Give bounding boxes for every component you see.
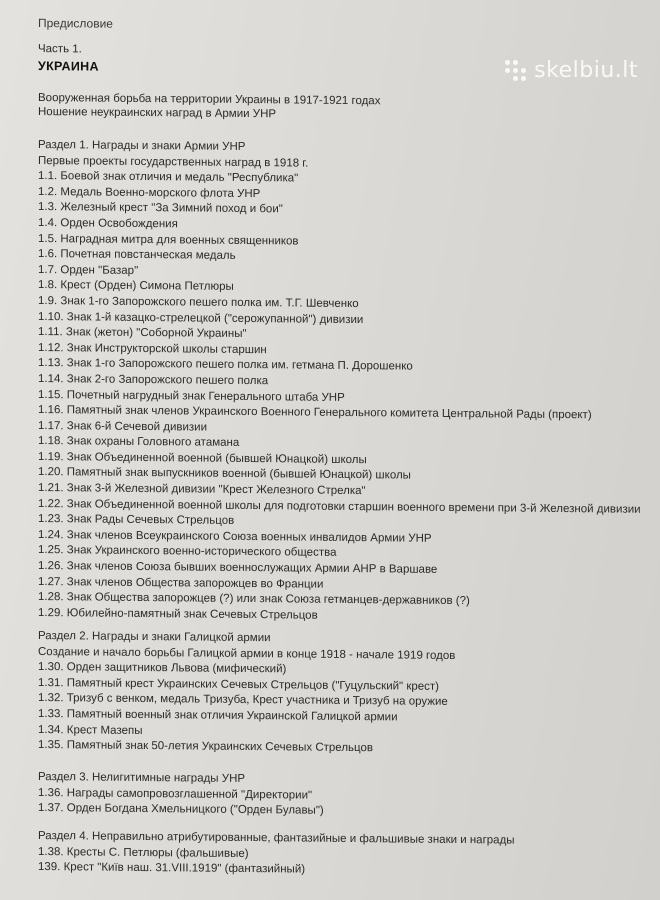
toc-entry: 1.34. Крест Мазепы: [38, 723, 143, 737]
section-1: [38, 138, 641, 627]
section-heading: Раздел 2. Награды и знаки Галицкой армии: [38, 630, 271, 645]
preface-heading: Предисловие: [38, 16, 113, 31]
toc-entry: 1.33. Памятный военный знак отличия Украинской Галицкой армии: [38, 707, 398, 724]
toc-entry: 1.12. Знак Инструкторской школы старшин: [38, 341, 267, 356]
part-title: УКРАИНА: [38, 59, 99, 74]
toc-entry: 1.30. Орден защитников Львова (мифический): [38, 661, 287, 676]
toc-entry: 1.31. Памятный крест Украинских Сечевых Стрельцов ("Гуцульский" крест): [38, 676, 439, 693]
toc-entry: 1.24. Знак членов Всеукраинского Союза военных инвалидов Армии УНР: [38, 528, 432, 545]
section-heading: Раздел 1. Награды и знаки Армии УНР: [38, 139, 246, 153]
toc-entry: 1.1. Боевой знак отличия и медаль "Республика": [38, 170, 299, 185]
toc-entry: Первые проекты государственных наград в 1918 г.: [38, 154, 309, 170]
toc-entry: 1.5. Наградная митра для военных священников: [38, 232, 299, 248]
toc-entry: 1.19. Знак Объединенной военной (бывшей Юнацкой) школы: [38, 450, 367, 467]
section-heading: Раздел 4. Неправильно атрибутированные, фантазийные и фальшивые знаки и награды: [38, 830, 515, 847]
toc-entry: 1.20. Памятный знак выпускников военной (бывшей Юнацкой) школы: [38, 466, 411, 483]
section-4: [38, 829, 515, 880]
toc-entry: 1.18. Знак охраны Головного атамана: [38, 435, 240, 450]
toc-entry: 1.22. Знак Объединенной военной школы для подготовки старшин военного времени при 3-й Железной дивизии: [38, 497, 641, 516]
part-label: Часть 1.: [38, 43, 82, 56]
toc-entry: 1.36. Награды самопровозглашенной "Директории": [38, 786, 313, 802]
intro-block: [38, 91, 380, 122]
toc-entry: 1.2. Медаль Военно-морского флота УНР: [38, 185, 261, 200]
toc-entry: 1.9. Знак 1-го Запорожского пешего полка им. Т.Г. Шевченко: [38, 294, 359, 311]
toc-entry: 1.21. Знак 3-й Железной дивизии "Крест Железного Стрелка": [38, 482, 366, 498]
toc-entry: 1.25. Знак Украинского военно-исторического общества: [38, 544, 337, 560]
intro-line: Ношение неукраинских наград в Армии УНР: [38, 106, 277, 121]
section-heading: Раздел 3. Нелигитимные награды УНР: [38, 771, 246, 785]
toc-entry: 1.28. Знак Общества запорожцев (?) или знак Союза гетманцев-державников (?): [38, 591, 470, 608]
toc-entry: 1.26. Знак членов Союза бывших военнослужащих Армии АНР в Варшаве: [38, 560, 438, 576]
toc-entry: 1.7. Орден "Базар": [38, 263, 139, 277]
toc-entry: 1.6. Почетная повстанческая медаль: [38, 248, 236, 263]
watermark: [505, 58, 638, 83]
toc-entry: 139. Крест "Київ наш. 31.VIII.1919" (фантазийный): [38, 861, 306, 876]
section-3: [38, 770, 324, 820]
toc-entry: 1.10. Знак 1-й казацко-стрелецкой ("серожупанной") дивизии: [38, 310, 364, 326]
toc-entry: 1.17. Знак 6-й Сечевой дивизии: [38, 419, 208, 434]
toc-entry: 1.14. Знак 2-го Запорожского пешего полка: [38, 372, 269, 388]
toc-entry: 1.35. Памятный знак 50-летия Украинских Сечевых Стрельцов: [38, 739, 373, 755]
toc-entry: 1.4. Орден Освобождения: [38, 216, 178, 231]
intro-line: Вооруженная борьба на территории Украины в 1917-1921 годах: [38, 92, 381, 108]
dots-logo-icon: [505, 60, 526, 81]
toc-entry: 1.38. Кресты С. Петлюры (фальшивые): [38, 845, 249, 860]
toc-entry: 1.23. Знак Рады Сечевых Стрельцов: [38, 513, 235, 528]
toc-entry: 1.15. Почетный нагрудный знак Генерального штаба УНР: [38, 388, 345, 404]
watermark-text: skelbiu.lt: [534, 58, 638, 83]
toc-entry: 1.32. Тризуб с венком, медаль Тризуба, Крест участника и Тризуб на оружие: [38, 692, 448, 709]
toc-entry: 1.3. Железный крест "За Зимний поход и бои": [38, 201, 283, 216]
toc-entry: 1.13. Знак 1-го Запорожского пешего полка им. гетмана П. Дорошенко: [38, 357, 413, 373]
toc-entry: 1.27. Знак членов Общества запорожцев во Франции: [38, 575, 324, 591]
toc-entry: 1.8. Крест (Орден) Симона Петлюры: [38, 279, 234, 294]
toc-entry: 1.16. Памятный знак членов Украинского Военного Генерального комитета Центральной Рады (проект): [38, 404, 592, 422]
section-2: [38, 629, 455, 758]
toc-entry: 1.11. Знак (жетон) "Соборной Украины": [38, 326, 247, 341]
toc-entry: 1.29. Юбилейно-памятный знак Сечевых Стрельцов: [38, 606, 318, 622]
toc-entry: Создание и начало борьбы Галицкой армии в конце 1918 - начале 1919 годов: [38, 645, 456, 662]
toc-entry: 1.37. Орден Богдана Хмельницкого ("Орден Булавы"): [38, 802, 324, 817]
